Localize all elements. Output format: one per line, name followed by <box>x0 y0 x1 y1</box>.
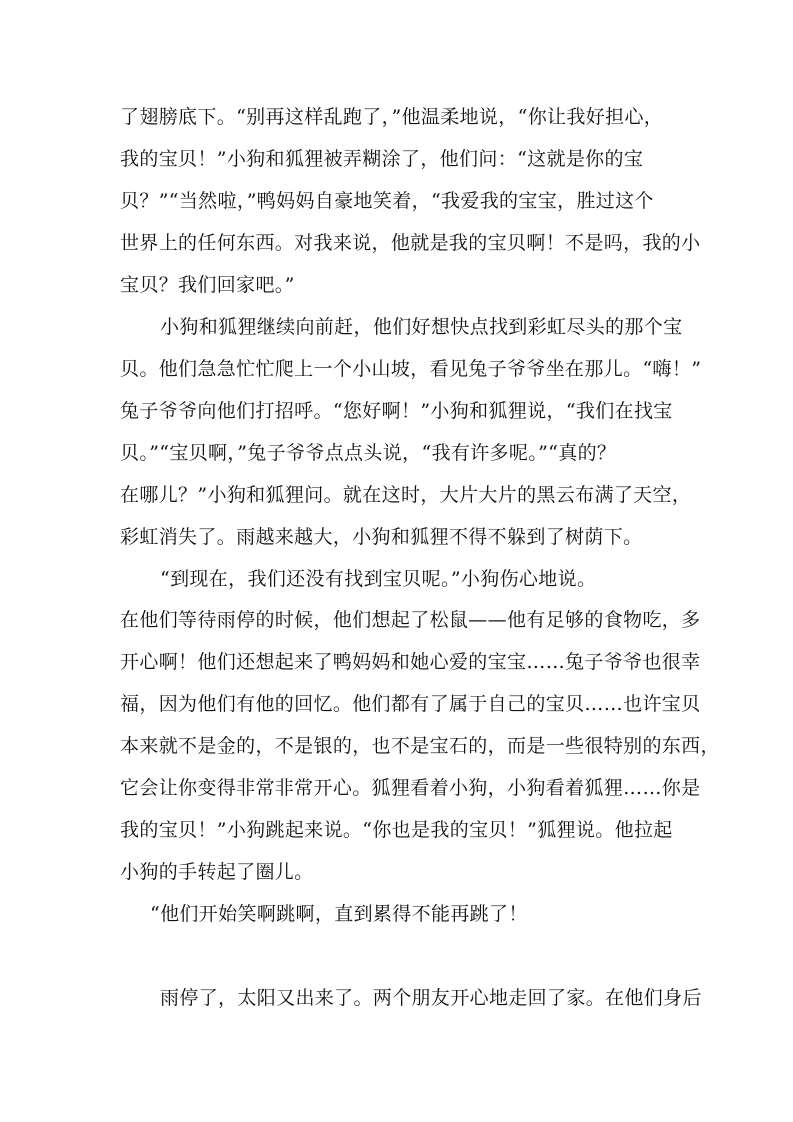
text-line: 本来就不是金的，不是银的，也不是宝石的，而是一些很特别的东西， <box>120 735 720 757</box>
text-line: 彩虹消失了。雨越来越大，小狗和狐狸不得不躲到了树荫下。 <box>120 526 643 548</box>
text-line: “到现在，我们还没有找到宝贝呢。”小狗伤心地说。 <box>160 568 597 590</box>
text-line: 福，因为他们有他的回忆。他们都有了属于自己的宝贝……也许宝贝 <box>120 693 701 715</box>
text-line: 开心啊！他们还想起来了鸭妈妈和她心爱的宝宝……兔子爷爷也很幸 <box>120 651 701 673</box>
text-line: 小狗的手转起了圈儿。 <box>120 861 314 883</box>
text-line: 雨停了，太阳又出来了。两个朋友开心地走回了家。在他们身后 <box>160 987 702 1009</box>
text-line: 在他们等待雨停的时候，他们想起了松鼠——他有足够的食物吃，多 <box>120 609 701 631</box>
text-line: 它会让你变得非常非常开心。狐狸看着小狗，小狗看着狐狸……你是 <box>120 777 701 799</box>
text-line: 贝？”“当然啦，”鸭妈妈自豪地笑着，“我爱我的宝宝，胜过这个 <box>120 190 654 212</box>
text-line: 在哪儿？”小狗和狐狸问。就在这时，大片大片的黑云布满了天空， <box>120 484 692 506</box>
text-line: 小狗和狐狸继续向前赶，他们好想快点找到彩虹尽头的那个宝 <box>160 316 683 338</box>
text-line: 兔子爷爷向他们打招呼。“您好啊！”小狗和狐狸说，“我们在找宝 <box>120 400 673 422</box>
text-line: 贝。”“宝贝啊，”兔子爷爷点点头说，“我有许多呢。”“真的？ <box>120 442 617 464</box>
text-line: 我的宝贝！”小狗和狐狸被弄糊涂了，他们问：“这就是你的宝 <box>120 148 644 170</box>
text-line: 宝贝？我们回家吧。” <box>120 274 295 296</box>
text-line: 我的宝贝！”小狗跳起来说。“你也是我的宝贝！”狐狸说。他拉起 <box>120 819 673 841</box>
text-line: 贝。他们急急忙忙爬上一个小山坡，看见兔子爷爷坐在那儿。“嗨！” <box>120 358 702 380</box>
text-line: “他们开始笑啊跳啊，直到累得不能再跳了！ <box>150 903 528 925</box>
text-line: 了翅膀底下。“别再这样乱跑了，”他温柔地说，“你让我好担心， <box>120 106 664 128</box>
text-line: 世界上的任何东西。对我来说，他就是我的宝贝啊！不是吗，我的小 <box>120 232 701 254</box>
